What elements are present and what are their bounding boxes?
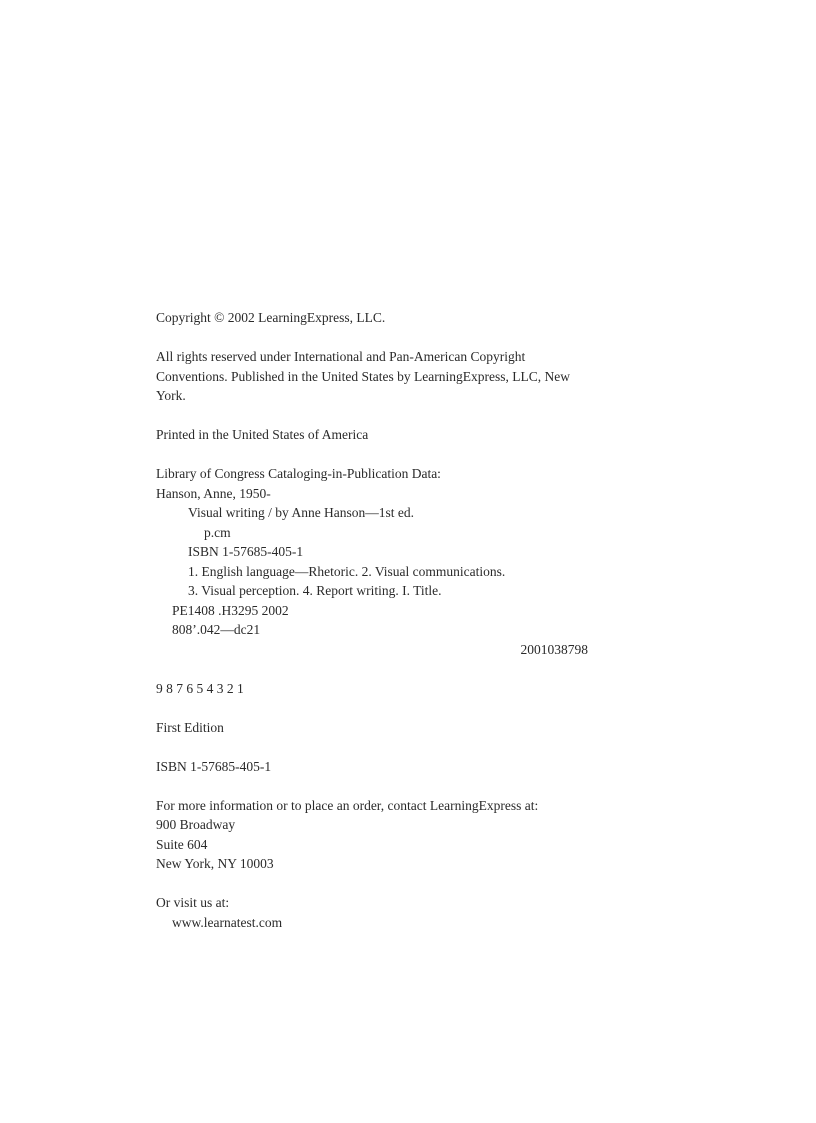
cip-lc-class: PE1408 .H3295 2002 [172,602,289,618]
isbn-block [156,757,588,777]
visit-label: Or visit us at: [156,895,230,910]
isbn-line: ISBN 1-57685-405-1 [156,758,272,774]
copyright-line: Copyright © 2002 LearningExpress, LLC. [156,310,386,325]
contact-street: 900 Broadway [156,817,236,832]
contact-intro: For more information or to place an order, contact LearningExpress at: [156,797,539,813]
cip-subjects-1: 1. English language—Rhetoric. 2. Visual communications. [188,563,506,579]
printing-line: 9 8 7 6 5 4 3 2 1 [156,680,244,696]
printed-line: Printed in the United States of America [156,427,369,442]
rights-line-1: All rights reserved under International and Pan-American Copyright [156,349,526,364]
rights-statement [156,347,588,406]
cip-subjects-2: 3. Visual perception. 4. Report writing. I. Title. [188,583,442,598]
rights-line-2: Conventions. Published in the United States by LearningExpress, LLC, New [156,368,570,384]
copyright-page [156,308,588,932]
cip-author: Hanson, Anne, 1950- [156,485,271,501]
visit-block [156,893,588,932]
cip-pages: p.cm [204,524,231,540]
printing-line-block [156,679,588,699]
cip-lccn: 2001038798 [520,641,588,657]
edition-block [156,718,588,738]
website-link[interactable]: www.learnatest.com [172,914,283,930]
rights-line-3: York. [156,388,186,403]
cip-isbn: ISBN 1-57685-405-1 [188,544,304,559]
copyright-notice [156,308,588,328]
cip-data-block [156,464,588,659]
contact-suite: Suite 604 [156,836,208,852]
contact-city: New York, NY 10003 [156,856,274,871]
edition-line: First Edition [156,719,224,735]
contact-block [156,796,588,874]
cip-title: Visual writing / by Anne Hanson—1st ed. [188,505,415,520]
printed-statement [156,425,588,445]
cip-header: Library of Congress Cataloging-in-Publication Data: [156,466,441,481]
cip-dewey: 808’.042—dc21 [172,622,261,637]
